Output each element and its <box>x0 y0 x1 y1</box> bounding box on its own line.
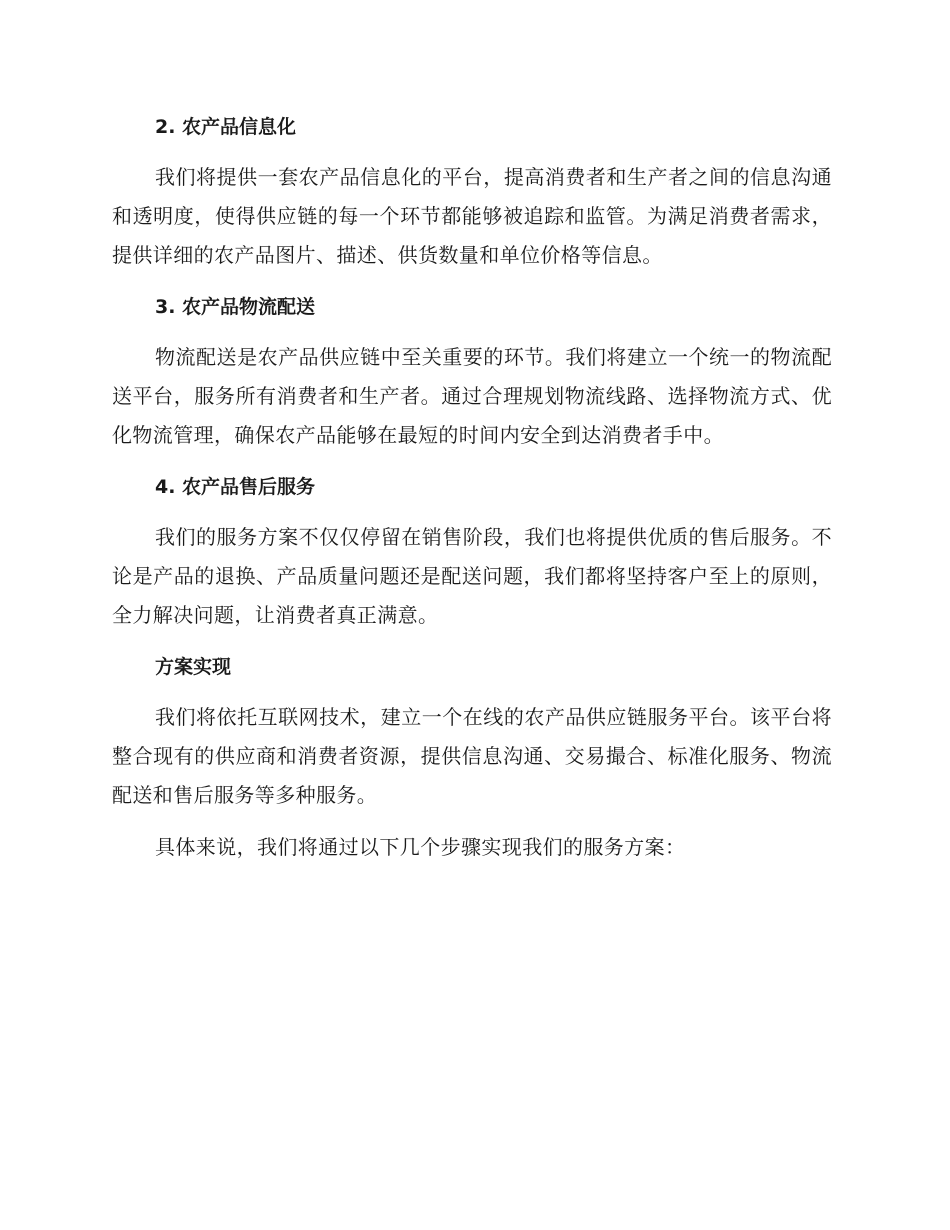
paragraph-logistics: 物流配送是农产品供应链中至关重要的环节。我们将建立一个统一的物流配送平台，服务所有消费者和生产者。通过合理规划物流线路、选择物流方式、优化物流管理，确保农产品能够在最短的时间内安全到达消费者手中。 <box>112 345 832 447</box>
section-after-sales <box>112 468 832 648</box>
section-heading-after-sales: 4. 农产品售后服务 <box>155 476 316 498</box>
paragraph-implementation-steps: 具体来说，我们将通过以下几个步骤实现我们的服务方案： <box>155 835 686 859</box>
section-heading-logistics: 3. 农产品物流配送 <box>155 296 316 318</box>
section-heading-implementation: 方案实现 <box>155 656 232 678</box>
paragraph-after-sales: 我们的服务方案不仅仅停留在销售阶段，我们也将提供优质的售后服务。不论是产品的退换、产品质量问题还是配送问题，我们都将坚持客户至上的原则，全力解决问题，让消费者真正满意。 <box>112 525 832 627</box>
section-heading-information: 2. 农产品信息化 <box>155 116 297 138</box>
section-logistics <box>112 288 832 468</box>
section-implementation <box>112 648 832 867</box>
section-information <box>112 108 832 288</box>
paragraph-information: 我们将提供一套农产品信息化的平台，提高消费者和生产者之间的信息沟通和透明度，使得供应链的每一个环节都能够被追踪和监管。为满足消费者需求，提供详细的农产品图片、描述、供货数量和单位价格等信息。 <box>112 165 832 267</box>
paragraph-implementation: 我们将依托互联网技术，建立一个在线的农产品供应链服务平台。该平台将整合现有的供应商和消费者资源，提供信息沟通、交易撮合、标准化服务、物流配送和售后服务等多种服务。 <box>112 705 832 807</box>
document-page <box>112 108 832 867</box>
